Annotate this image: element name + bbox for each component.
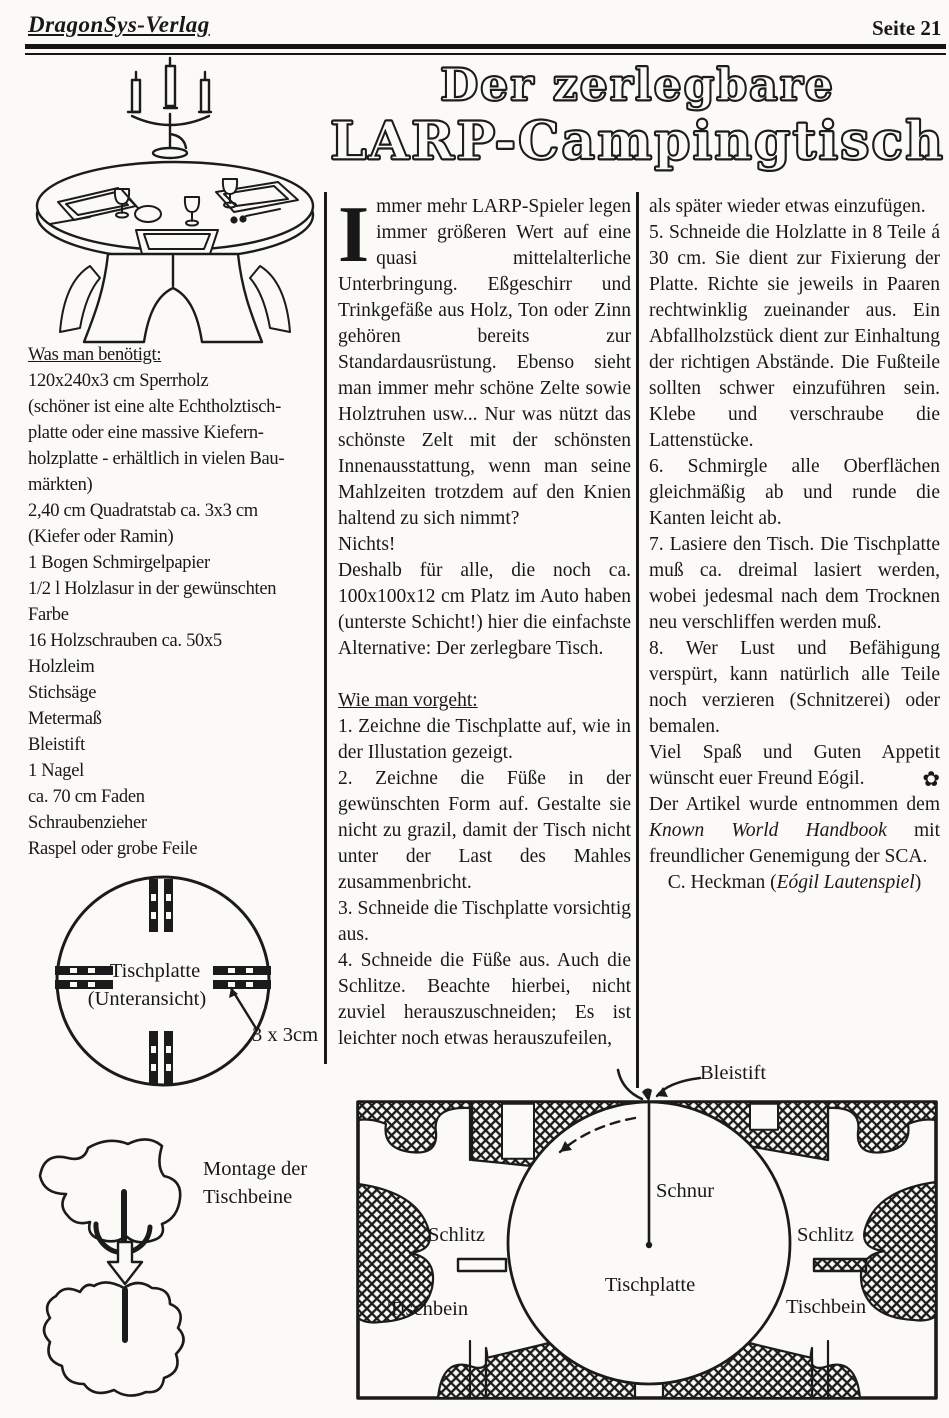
table-legs-sketch: [60, 254, 290, 342]
slot-left: [458, 1259, 506, 1271]
list-item: holzplatte - erhältlich in vielen Bau-: [28, 449, 285, 469]
pencil-label-arrow: [657, 1078, 700, 1097]
candelabra-sketch: [128, 58, 211, 158]
article-column-middle: [338, 191, 632, 1052]
list-item: Bleistift: [28, 735, 85, 755]
slot-right: [814, 1259, 866, 1271]
list-item: Stichsäge: [28, 683, 97, 703]
paragraph: 2. Zeichne die Füße in der gewünschten Form auf. Gestalte sie nicht zu grazil, damit der Tisch nicht unter der Last des Mahles zusammenbricht.: [338, 768, 631, 893]
credit-book-title: Known World Handbook: [649, 820, 887, 841]
underside-dimension-label: 3 x 3cm: [252, 1024, 319, 1046]
paragraph: 1. Zeichne die Tischplatte auf, wie in der Illustation gezeigt.: [338, 716, 631, 763]
list-item: märkten): [28, 475, 93, 495]
credit-paragraph: [649, 792, 940, 870]
list-item: Holzleim: [28, 657, 95, 677]
montage-caption-line2: Tischbeine: [203, 1186, 293, 1208]
paragraph: 7. Lasiere den Tisch. Die Tischplatte muß ca. dreimal lasiert werden, wobei jedesmal nach dem Trocknen neu verschliffen werden muß.: [649, 534, 940, 633]
list-item: ca. 70 cm Faden: [28, 787, 145, 807]
underside-label-line1: Tischplatte: [109, 960, 201, 982]
list-item: (Kiefer oder Ramin): [28, 527, 174, 547]
paragraph: 3. Schneide die Tischplatte vorsichtig aus.: [338, 898, 632, 945]
table-sketch: [20, 54, 322, 344]
paragraph: 6. Schmirgle alle Oberflächen gleichmäßig ab und runde die Kanten leicht ab.: [649, 456, 940, 529]
drop-cap: I: [338, 191, 370, 279]
leg-montage-sketch: [24, 1132, 209, 1410]
section-heading: Wie man vorgeht:: [338, 690, 478, 711]
list-item: platte oder eine massive Kiefern-: [28, 423, 264, 443]
list-item: 120x240x3 cm Sperrholz: [28, 371, 209, 391]
materials-list: [28, 342, 326, 862]
byline: [649, 870, 940, 896]
layout-label-slot-right: Schlitz: [797, 1224, 854, 1246]
list-item: Schraubenzieher: [28, 813, 147, 833]
closing-text: Viel Spaß und Guten Appetit wünscht euer Freund Eógil.: [649, 742, 940, 789]
paragraph-text: mmer mehr LARP-Spieler legen immer größeren Wert auf eine quasi mittelalterliche Unterbringung. Eßgeschirr und Trinkgefäße aus Holz, Ton oder Zinn gehören bereits zur Standardausrüstung. Ebenso sieht man immer mehr schöne Zelte sowie Holztruhen usw... Nur was nützt das schönste Zelt mit der schönsten Innenausstattung, wenn man seine Mahlzeiten trotzdem auf den Knien haltend zu sich nimmt?: [338, 196, 631, 529]
title-line-1: Der zerlegbare: [440, 60, 835, 111]
list-item: Metermaß: [28, 709, 102, 729]
layout-label-tabletop: Tischplatte: [604, 1274, 696, 1296]
byline-persona: Eógil Lautenspiel: [776, 872, 915, 893]
list-item: 1/2 l Holzlasur in der gewünschten: [28, 579, 277, 599]
layout-label-leg-right: Tischbein: [786, 1296, 867, 1318]
credit-text: mit freundlicher Genemigung der SCA.: [649, 820, 940, 867]
paragraph: [649, 740, 940, 792]
flower-dingbat-icon: ✿: [922, 767, 940, 791]
column-rule-right: [636, 192, 639, 1088]
layout-label-pencil: Bleistift: [700, 1062, 767, 1084]
list-item: Farbe: [28, 605, 69, 625]
article-title: [330, 62, 945, 170]
list-item: 1 Bogen Schmirgelpapier: [28, 553, 210, 573]
layout-label-string: Schnur: [656, 1180, 715, 1202]
underside-label-line2: (Unteransicht): [87, 988, 207, 1010]
list-item: (schöner ist eine alte Echtholztisch-: [28, 397, 281, 417]
layout-label-slot-left: Schlitz: [428, 1224, 485, 1246]
paragraph: [338, 191, 631, 532]
list-item: 16 Holzschrauben ca. 50x5: [28, 631, 222, 651]
underside-diagram: [25, 868, 315, 1102]
list-item: 2,40 cm Quadratstab ca. 3x3 cm: [28, 501, 258, 521]
paragraph: 4. Schneide die Füße aus. Auch die Schlitze. Beachte hierbei, nicht zuviel herauszuschneiden; Es ist leichter noch etwas herauszufeilen,: [338, 950, 631, 1049]
title-line-2: LARP-Campingtisch: [330, 110, 945, 172]
credit-text: Der Artikel wurde entnommen dem: [649, 794, 940, 815]
byline-text: C. Heckman (: [667, 872, 777, 893]
page-number: Seite 21: [872, 16, 942, 40]
paragraph: als später wieder etwas einzufügen.: [649, 196, 926, 217]
paragraph: Deshalb für alle, die noch ca. 100x100x12 cm Platz im Auto haben (unterste Schicht!) hier die einfachste Alternative: Der zerlegbare Tisch.: [338, 560, 631, 659]
paragraph: Nichts!: [338, 534, 396, 555]
materials-heading: Was man benötigt:: [28, 345, 162, 365]
pencil-icon: [618, 1070, 652, 1102]
publisher-name: DragonSys-Verlag: [28, 12, 210, 37]
list-item: 1 Nagel: [28, 761, 84, 781]
paragraph: 5. Schneide die Holzlatte in 8 Teile á 30 cm. Sie dient zur Fixierung der Platte. Richte sie jeweils in Paaren rechtwinklig zueinander aus. Ein Abfallholzstück dient zur Einhaltung der richtigen Abstände. Die Fußteile sollten schwer einzuführen sein. Klebe und verschraube die Lattenstücke.: [649, 222, 940, 451]
paragraph: 8. Wer Lust und Befähigung verspürt, kann natürlich alle Teile noch verzieren (Schnitzerei) oder bemalen.: [649, 638, 940, 737]
byline-text: ): [914, 872, 922, 893]
article-column-right: [649, 194, 940, 896]
list-item: Raspel oder grobe Feile: [28, 839, 198, 859]
layout-label-leg-left: Tischbein: [388, 1298, 469, 1320]
montage-caption-line1: Montage der: [203, 1158, 308, 1180]
